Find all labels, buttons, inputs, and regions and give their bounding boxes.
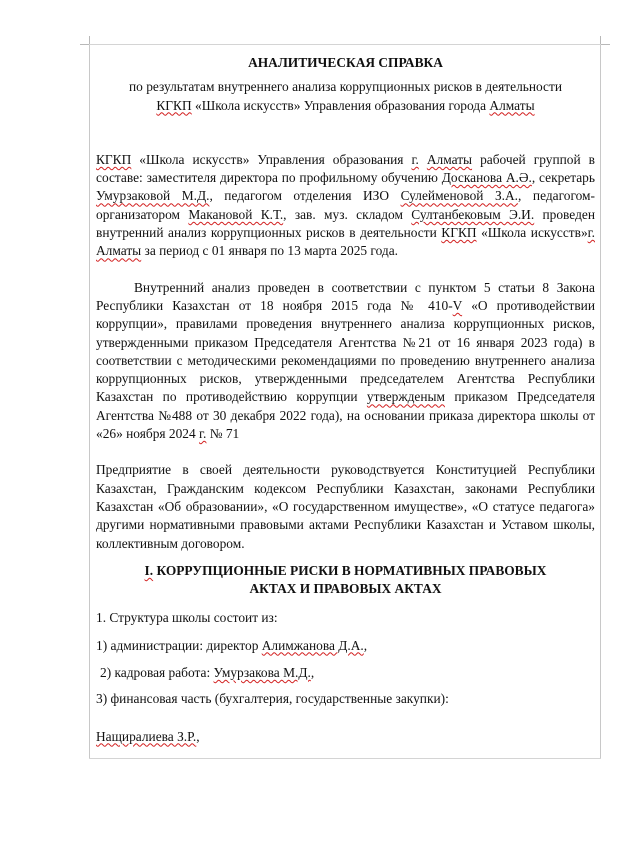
text-run: № 71 <box>206 426 240 442</box>
list-item <box>96 728 595 746</box>
text-run: «О противодействии коррупции», правилами проведения внутреннего анализа коррупционных рисков, утвержденными приказом Председателя Агентства №21 от 16 января 2023 года) в соответствии с методическими рекомендациями по проведению внутреннего анализа коррупционных рисков, утвержденными председателем Агентства Республики Казахстан по противодействию коррупции <box>96 297 595 405</box>
spell-error: Досканова А.Ә. <box>441 170 532 186</box>
text-run: , педагогом отделения ИЗО <box>209 188 401 204</box>
spell-error: Нащиралиева З.Р. <box>96 728 197 744</box>
text-run: 1) администрации: директор <box>96 637 262 653</box>
spell-error: Алматы <box>426 151 473 167</box>
spell-error: Умурзаковой М.Д. <box>96 188 210 204</box>
section-heading-line2: АКТАХ И ПРАВОВЫХ АКТАХ <box>249 581 442 597</box>
paragraph-regulations: Предприятие в своей деятельности руководствуется Конституцией Республики Казахстан, Гражданским кодексом Республики Казахстан, законами Республики Казахстан «Об образовании», «О государственном имуществе», «О статусе педагога» другими нормативными правовыми актами Республики Казахстан и Уставом школы, коллективным договором. <box>96 462 595 551</box>
spell-error: Султанбековым Э.И. <box>411 206 535 222</box>
text-run: проведен внутренний анализ коррупционных рисков в деятельности <box>96 206 595 241</box>
spell-error: I. <box>144 562 154 578</box>
text-boundary-right <box>600 44 601 759</box>
text-run: рабочей группой в составе: заместителя директора по профильному обучению <box>96 151 595 186</box>
list-item: 1. Структура школы состоит из: <box>96 610 278 626</box>
section-heading-line1: КОРРУПЦИОННЫЕ РИСКИ В НОРМАТИВНЫХ ПРАВОВЫХ <box>153 562 547 578</box>
text-boundary-top <box>89 44 601 45</box>
spell-error: КГКП <box>156 97 192 113</box>
text-run: , секретарь <box>531 170 595 186</box>
text-run: , <box>196 728 200 744</box>
spell-error: Умурзакова М.Д. <box>213 665 311 681</box>
text-run: «Школа искусств» Управления образования города <box>191 97 490 113</box>
spell-error: Алимжанова Д.А. <box>261 637 364 653</box>
document-body[interactable] <box>96 52 595 746</box>
text-run: за период с 01 января по 13 марта 2025 года. <box>141 243 399 259</box>
spell-error: Сулейменовой З.А. <box>400 188 519 204</box>
spell-error: КГКП <box>441 225 477 241</box>
list-item <box>96 637 595 655</box>
document-subtitle-line2 <box>96 97 595 115</box>
text-run <box>419 152 427 167</box>
text-run: , зав. муз. складом <box>283 206 412 222</box>
text-run: Внутренний анализ проведен в соответствии с пунктом 5 статьи 8 Закона Республики Казахстан от 18 ноября 2015 года № 410- <box>96 279 595 313</box>
list-item: 3) финансовая часть (бухгалтерия, государственные закупки): <box>96 691 449 707</box>
spell-error: г. <box>411 151 419 167</box>
text-run: «Школа искусств» <box>476 225 588 241</box>
text-boundary-bottom <box>89 758 601 759</box>
paragraph-legal-basis <box>96 279 595 444</box>
text-run: , педагогом-организатором <box>96 188 595 222</box>
spell-error: V <box>452 297 463 313</box>
text-run: , <box>363 637 368 653</box>
list-item <box>96 664 595 682</box>
paragraph-working-group <box>96 151 595 261</box>
spell-error: утвержденым <box>366 389 445 405</box>
spell-error: Алматы <box>489 97 535 113</box>
text-run: «Школа искусств» Управления образования <box>131 151 412 167</box>
text-run: приказом Председателя Агентства №488 от 30 декабря 2022 года), на основании приказа директора школы от «26» ноября 2024 <box>96 389 595 442</box>
section-heading <box>96 562 595 599</box>
text-boundary-left <box>89 44 90 759</box>
spell-error: г. Алматы <box>96 225 595 259</box>
text-run: 2) кадровая работа: <box>100 665 214 681</box>
document-title: АНАЛИТИЧЕСКАЯ СПРАВКА <box>248 55 443 70</box>
text-run: , <box>310 665 315 681</box>
spell-error: КГКП <box>96 151 132 167</box>
spell-error: г. <box>199 426 207 442</box>
corner-mark-top-right <box>600 44 610 45</box>
document-subtitle-line1: по результатам внутреннего анализа коррупционных рисков в деятельности <box>128 79 563 95</box>
spell-error: Макановой К.Т. <box>188 206 284 222</box>
